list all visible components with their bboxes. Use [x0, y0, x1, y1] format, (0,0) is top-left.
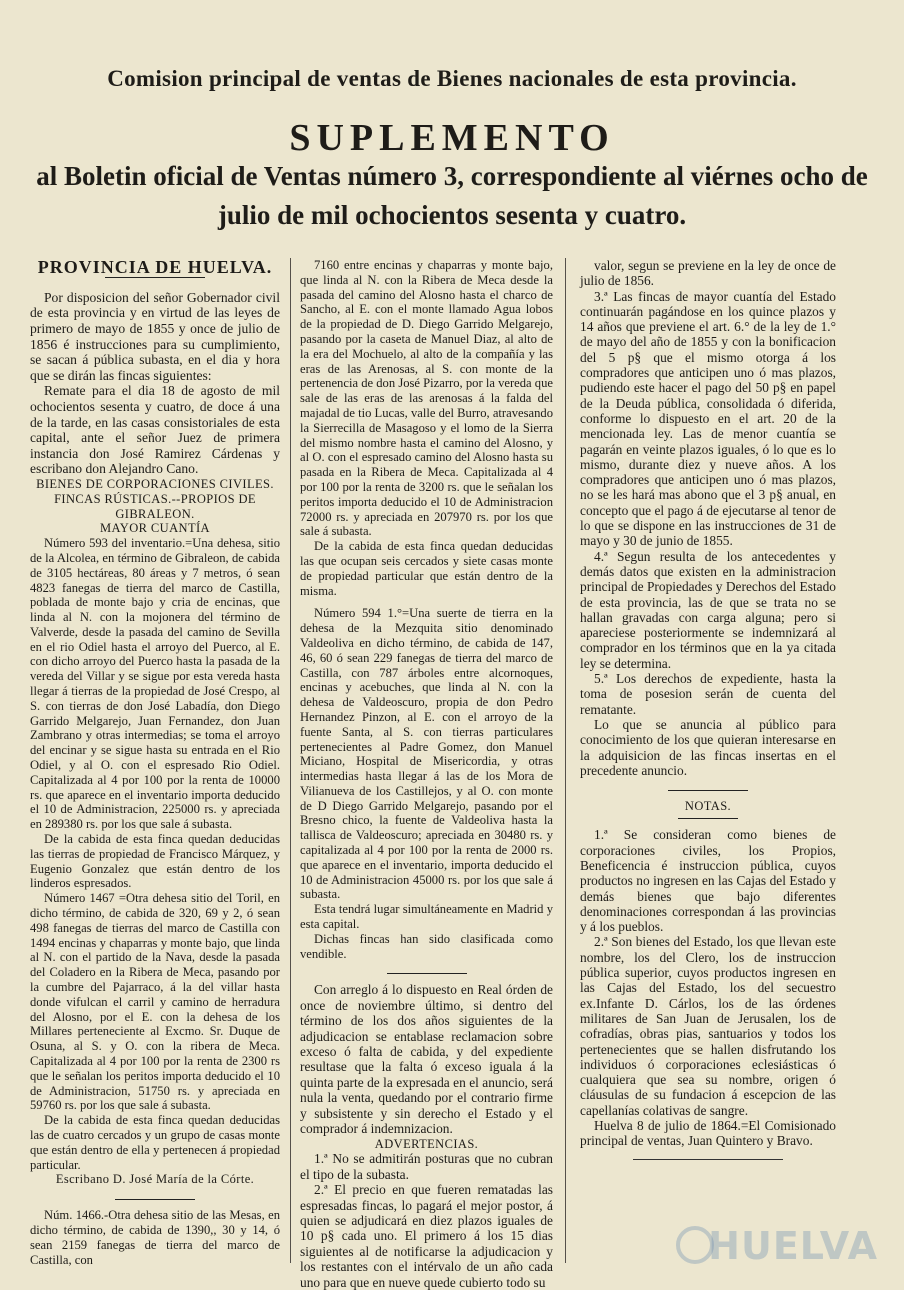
royal-order-paragraph: Con arreglo á lo dispuesto en Real órden de once de noviembre último, si dentro del término de los dos años siguientes de la adjudicacion se entablase reclamacion sobre exceso ó falta de cabida, y del expediente resultase que la falta ó exceso iguala á la quinta parte de la expresada en el anuncio, será nula la venta, quedando por el contrario firme y subsistente y sin derecho el Estado y el comprador á indemnizacion. [300, 982, 553, 1137]
column-middle [300, 258, 553, 1290]
separator-rule [387, 973, 467, 974]
section-heading: BIENES DE CORPORACIONES CIVILES. [36, 476, 274, 491]
property-paragraph: De la cabida de esta finca quedan deducidas las de cuatro cercados y un grupo de casas monte que están dentro de ella y pertenecen á propiedad particular. [30, 1113, 280, 1172]
column-right [580, 258, 836, 1160]
suplemento-title: SUPLEMENTO [289, 117, 615, 159]
nota-item: 1.ª Se consideran como bienes de corporaciones civiles, los Propios, Beneficencia é instruccion pública, cuyos productos no ingresen en las Cajas del Estado y demás bienes que bajo diferentes denominaciones correspondan á las provincias y á los pueblos. [580, 827, 836, 935]
notas-heading: NOTAS. [684, 799, 732, 814]
escribano-line: Escribano D. José María de la Córte. [55, 1172, 255, 1187]
property-paragraph: Dichas fincas han sido clasificada como vendible. [300, 931, 553, 961]
closing-rule [633, 1159, 783, 1160]
property-paragraph: Número 1467 =Otra dehesa sitio del Toril, en dicho término, de cabida de 320, 69 y 2, ó sean 498 fanegas de tierras del marco de Castilla con 1494 encinas y chaparras y monte bajo, que linda al N. con el partido de la Nava, desde la pasada del Coladero en la Ribera de Meca, pasando por la cumbre del Pajarraco, á la del villar hasta donde vifulcan el carril y camino de herradura del Alosno, por el E. con la dehesa de los Millares perteneciente al Excmo. Sr. Duque de Osuna, al S. y O. con la ribera de Meca. Capitalizada al 4 por 100 por la renta de 2300 rs que le señalan los peritos importa deducido el 10 de Administracion, 51750 rs. y apreciada en 59760 rs. por los que sale á subasta. [30, 891, 280, 1113]
property-paragraph: De la cabida de esta finca quedan deducidas las que ocupan seis cercados y siete casas monte de propiedad particular que están dentro de la misma. [300, 539, 553, 598]
column-divider [565, 258, 566, 1263]
property-paragraph: Número 594 1.°=Una suerte de tierra en la dehesa de la Mezquita sitio denominado Valdeoliva en dicho término, de cabida de 147, 46, 60 ó sean 229 fanegas de tierra del marco de Castilla, con 787 árboles entre alcornoques, encinas y acebuches, que linda al N. con la dehesa de Valdeoscuro, propia de don Pedro Hernandez Pinzon, al E. con el arroyo de la fuente Santa, al S. con tierras particulares pertenecientes al Padre Gomez, don Manuel Miciano, Hospital de Misericordia, y otras intermedias hasta llegar á las de los Mora de Vilianueva de los Castillejos, y al O. con monte de D Diego Garrido Melgarejo, pasando por el Bresno chico, la fuente de Valdeoliva hasta la tallisca de Valdeoscuro; apreciada en 30480 rs. y capitalizada al 4 por 100 por la renta de 2000 rs. que aparece en el inventario, importa deducido el 10 de Administracion 45000 rs. por los que sale á subasta. [300, 606, 553, 902]
archive-watermark: HUELVA [708, 1224, 878, 1268]
section-heading: FINCAS RÚSTICAS.--PROPIOS DE GIBRALEON. [54, 491, 256, 521]
separator-rule [668, 790, 748, 791]
advertencia-continuation: valor, segun se previene en la ley de once de julio de 1856. [580, 258, 836, 289]
advertencia-item: 1.ª No se admitirán posturas que no cubran el tipo de la subasta. [300, 1151, 553, 1182]
advertencia-item: 5.ª Los derechos de expediente, hasta la toma de posesion serán de cuenta del rematante. [580, 671, 836, 717]
column-left [30, 258, 280, 1267]
auction-date-paragraph: Remate para el dia 18 de agosto de mil ochocientos sesenta y cuatro, de doce á una de la tarde, en las casas consistoriales de esta capital, ante el señor Juez de primera instancia don José Ramirez Cárdenas y escribano don Alejandro Cano. [30, 383, 280, 477]
nota-item: 2.ª Son bienes del Estado, los que llevan este nombre, los del Clero, los de instruccion pública superior, cuyos productos ingresen en las Cajas del Estado, los del secuestro ex.Infante D. Cárlos, los de las órdenes militares de San Juan de Jerusalen, los de cofradías, obras pias, santuarios y todos los pertenecientes que se hallen disfrutando los individuos ó corporaciones eclesiásticas ó cualquiera que sea su nombre, origen ó cláusulas de su fundacion á escepcion de las capellanías colativas de sangre. [580, 934, 836, 1118]
advertencias-heading: ADVERTENCIAS. [374, 1136, 479, 1151]
section-heading: MAYOR CUANTÍA [100, 521, 210, 536]
intro-paragraph: Por disposicion del señor Gobernador civil de esta provincia y en virtud de las leyes de primero de mayo de 1855 y once de julio de 1856 é instrucciones para su cumplimiento, se sacan á pública subasta, en el dia y hora que se dirán las fincas siguientes: [30, 289, 280, 383]
advertencia-item: 4.ª Segun resulta de los antecedentes y demás datos que existen en la administracion principal de Propiedades y Derechos del Estado de esta provincia, las de que se trata no se hallan gravadas con carga alguna; pero si apareciese posteriormente se indemnizará al comprador en los términos que en la ya citada ley se determina. [580, 548, 836, 671]
advertencia-item: 2.ª El precio en que fueren rematadas las espresadas fincas, lo pagará el mejor postor, á quien se adjudicará en diez plazos iguales de 10 p§ cada uno. El primero á los 15 dias siguientes al de notificarse la adjudicacion y los restantes con el intérvalo de un año cada uno para que en nueve quede cubierto todo su [300, 1182, 553, 1290]
property-paragraph: 7160 entre encinas y chaparras y monte bajo, que linda al N. con la Ribera de Meca desde la pasada del camino del Alosno hasta el charco de Sancho, al E. con el monte llamado Agua lobos de la propiedad de D. Diego Garrido Melgarejo, pasando por la caseta de Manuel Diaz, al alto de la era del Mochuelo, al alto de la compañía y las eras de las Arenosas, al S. con monte de la pertenencia de don José Pizarro, por la vereda que sale de las eras de las arenosas á la falda del majadal de tio Lucas, valle del Burro, atravesando la Sierrecilla de Masagoso y el lomo de la Sierra del mismo nombre hasta el camino del Alosno, y al O. con el espresado camino del Alosno hasta su pasada en la Ribera de Meca. Capitalizada al 4 por 100 por la renta de 3200 rs. que le señalan los peritos importa deducido el 10 de Administracion 72000 rs. y apreciada en 207970 rs. por los que sale á subasta. [300, 258, 553, 539]
property-paragraph: Esta tendrá lugar simultáneamente en Madrid y esta capital. [300, 902, 553, 932]
province-heading: PROVINCIA DE HUELVA. [37, 257, 273, 277]
commission-title: Comision principal de ventas de Bienes nacionales de esta provincia. [107, 66, 797, 91]
bulletin-subtitle-line1: al Boletin oficial de Ventas número 3, correspondiente al viérnes ocho de [36, 161, 868, 191]
public-notice-paragraph: Lo que se anuncia al público para conocimiento de los que quieran interesarse en la adquisicion de las fincas insertas en el precedente anuncio. [580, 716, 836, 778]
advertencia-item: 3.ª Las fincas de mayor cuantía del Estado continuarán pagándose en los quince plazos y 14 años que previene el art. 6.° de la ley de 1.° de mayo del año de 1855 y con la bonificacion del 5 p§ que el mismo otorga á los compradores que anticipen uno ó mas plazos, pudiendo este hacer el pago del 50 p§ en papel de la Deuda pública, consolidada ó diferida, conforme lo dispuesto en el art. 20 de la mencionada ley. Las de menor cuantía se pagarán en veinte plazos iguales, ó lo que es lo mismo, durante diez y nueve años. A los compradores que anticipen uno ó mas plazos, no se les hará mas abono que el 3 p§ anual, en concepto que el pago á de ejecutarse al tenor de lo que se dispone en las instrucciones de 31 de mayo y 30 de junio de 1855. [580, 288, 836, 549]
bulletin-subtitle-line2: julio de mil ochocientos sesenta y cuatro. [217, 200, 687, 230]
separator-rule [678, 818, 738, 819]
property-paragraph: Núm. 1466.-Otra dehesa sitio de las Mesas, en dicho término, de cabida de 1390,, 30 y 14, ó sean 2159 fanegas de tierra del marco de Castilla, con [30, 1208, 280, 1267]
separator-rule [115, 1199, 195, 1200]
property-paragraph: Número 593 del inventario.=Una dehesa, sitio de la Alcolea, en término de Gibraleon, de cabida de 3105 hectáreas, 80 áreas y 7 metros, ó sean 4823 fanegas de tierra del marco de Castilla, poblada de monte bajo y cria de encinas, que linda al N. con la mojonera del término de Valverde, desde la pasada del camino de Sevilla en el rio Odiel hasta el arroyo del Puerco, al E. con dicho arroyo del Puerco hasta la pasada de la vereda del Villar y se sigue por esta vereda hasta llegar á tierras de la propiedad de José Crespo, al S. con tierras de don José Labadía, don Diego Garrido Melgarejo, Juan Fernandez, don Juan Zambrano y otras intermedias; se toma el arroyo del encinar y se sigue hasta su entrada en el Rio Odiel, y al O. con el espresado Rio Odiel. Capitalizada al 4 por 100 por la renta de 10000 rs. que aparece en el inventario importa deducido el 10 de Administracion, 225000 rs. y apreciada en 289380 rs. por los que sale á subasta. [30, 536, 280, 832]
column-divider [290, 258, 291, 1263]
closing-signature: Huelva 8 de julio de 1864.=El Comisionado principal de ventas, Juan Quintero y Bravo. [580, 1118, 836, 1149]
property-paragraph: De la cabida de esta finca quedan deducidas las tierras de propiedad de Francisco Márquez, y Eugenio Gonzalez que están dentro de los linderos espresados. [30, 832, 280, 891]
